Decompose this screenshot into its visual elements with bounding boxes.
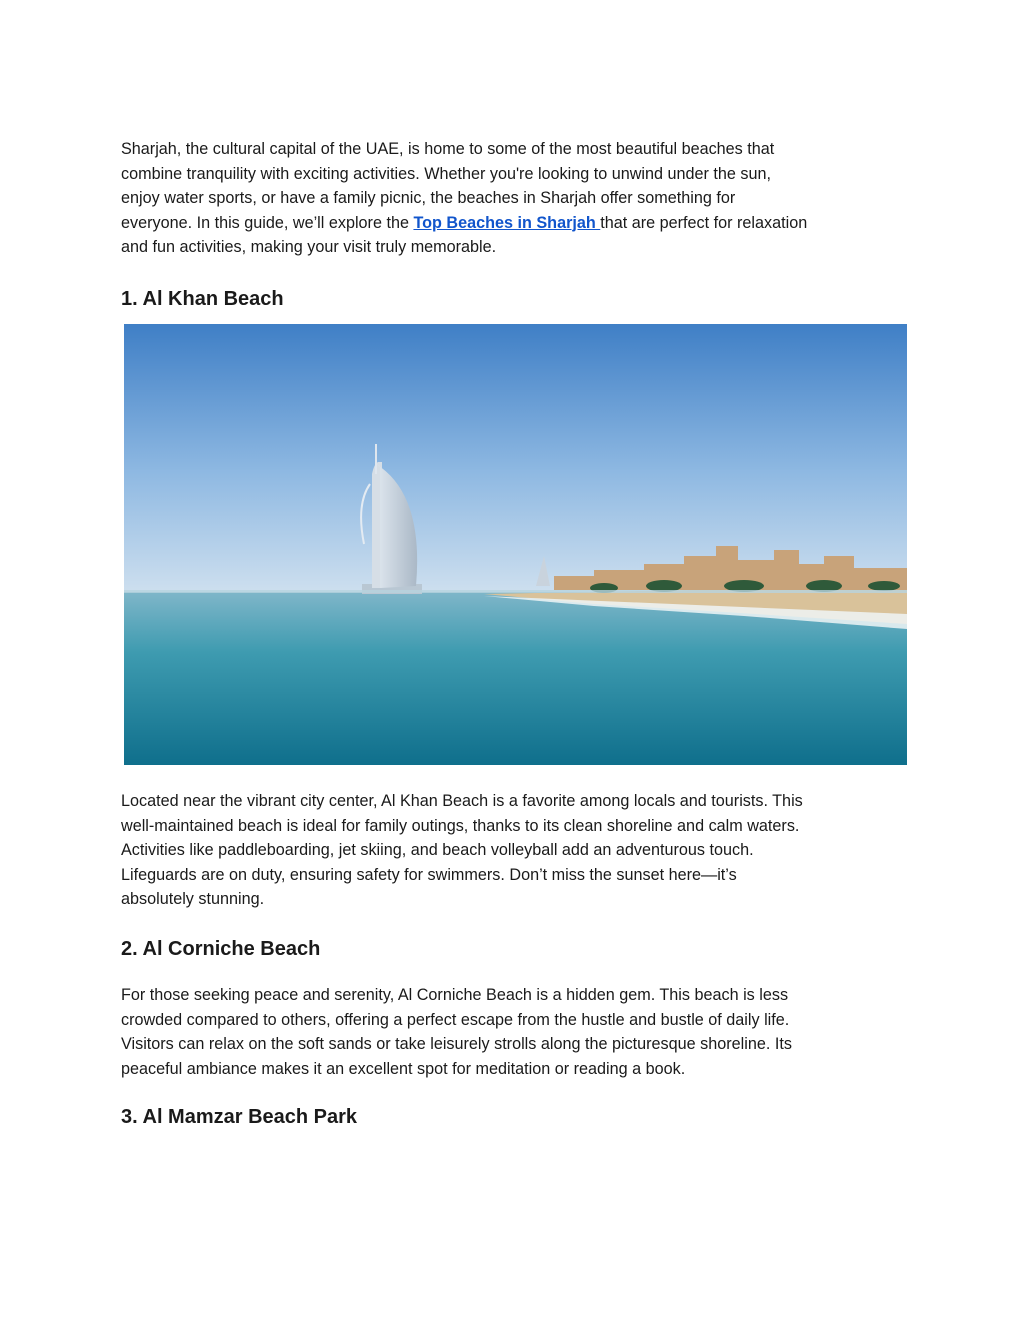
intro-line: combine tranquility with exciting activities. Whether you're looking to unwind under the sun, xyxy=(121,164,772,183)
intro-text: everyone. In this guide, we’ll explore the xyxy=(121,213,414,232)
intro-line: Sharjah, the cultural capital of the UAE, is home to some of the most beautiful beaches that xyxy=(121,140,775,158)
description-line: well-maintained beach is ideal for family outings, thanks to its clean shoreline and calm waters. xyxy=(121,816,800,835)
top-beaches-link[interactable]: Top Beaches in Sharjah xyxy=(413,213,601,232)
description-line: Lifeguards are on duty, ensuring safety for swimmers. Don’t miss the sunset here—it’s xyxy=(121,865,737,884)
intro-line: and fun activities, making your visit truly memorable. xyxy=(121,238,497,256)
section-heading-al-khan-beach: 1. Al Khan Beach xyxy=(121,288,284,310)
description-line: peaceful ambiance makes it an excellent spot for meditation or reading a book. xyxy=(121,1059,686,1078)
intro-line-with-link xyxy=(121,211,911,236)
description-line: absolutely stunning. xyxy=(121,890,265,908)
intro-paragraph xyxy=(121,137,911,260)
description-line: Activities like paddleboarding, jet skiing, and beach volleyball add an adventurous touch. xyxy=(121,841,754,859)
description-line: Visitors can relax on the soft sands or take leisurely strolls along the picturesque shoreline. Its xyxy=(121,1035,792,1053)
description-line: Located near the vibrant city center, Al Khan Beach is a favorite among locals and tourists. This xyxy=(121,792,803,810)
section-heading-al-corniche-beach: 2. Al Corniche Beach xyxy=(121,938,321,960)
al-corniche-beach-description xyxy=(121,983,911,1081)
section-heading-al-mamzar-beach-park: 3. Al Mamzar Beach Park xyxy=(121,1106,358,1128)
beach-photo xyxy=(124,324,907,765)
al-khan-beach-description xyxy=(121,789,911,912)
intro-text: that are perfect for relaxation xyxy=(600,213,808,232)
description-line: crowded compared to others, offering a perfect escape from the hustle and bustle of daily life. xyxy=(121,1010,790,1029)
intro-line: enjoy water sports, or have a family picnic, the beaches in Sharjah offer something for xyxy=(121,189,736,207)
description-line: For those seeking peace and serenity, Al Corniche Beach is a hidden gem. This beach is less xyxy=(121,986,789,1004)
